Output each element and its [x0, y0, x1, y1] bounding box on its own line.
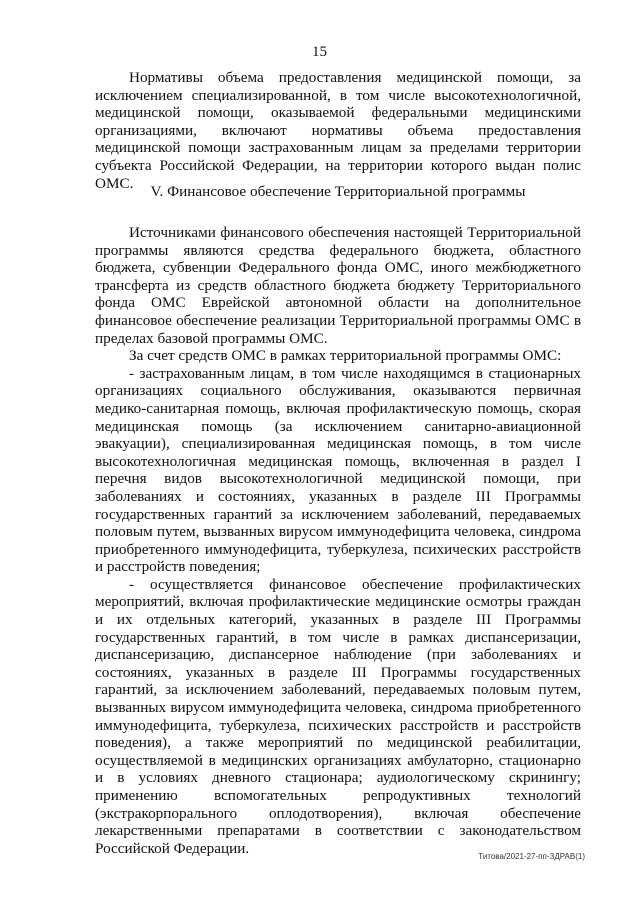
- section-heading: V. Финансовое обеспечение Территориальной программы: [150, 183, 526, 200]
- paragraph-sources: Источниками финансового обеспечения настоящей Территориальной программы являются средства федерального бюджета, областного бюджета, субвенции Федерального фонда ОМС, иного межбюджетного трансферта из средств областного бюджета бюджету Территориального фонда ОМС Еврейской автономной области на дополнительное финансовое обеспечение реализации Территориальной программы ОМС в пределах базовой программы ОМС.: [95, 224, 581, 347]
- page-number: 15: [312, 44, 327, 60]
- paragraph-norms: Нормативы объема предоставления медицинской помощи, за исключением специализированной, в том числе высокотехнологичной, медицинской помощи, оказываемой федеральными медицинскими организациями, включают нормативы объема предоставления медицинской помощи застрахованным лицам за пределами территории субъекта Российской Федерации, на территории которого выдан полис ОМС.: [95, 69, 581, 192]
- document-footer-code: Титова/2021-27-пп-ЗДРАВ(1): [478, 852, 585, 861]
- text-block-norms: [95, 69, 581, 192]
- paragraph-oms-intro: За счет средств ОМС в рамках территориальной программы ОМС:: [129, 347, 562, 365]
- list-item-preventive-measures: - осуществляется финансовое обеспечение профилактических мероприятий, включая профилактические медицинские осмотры граждан и их отдельных категорий, указанных в разделе III Программы государственных гарантий, в том числе в рамках диспансеризации, диспансеризацию, диспансерное наблюдение (при заболеваниях и состояниях, указанных в разделе III Программы государственных гарантий, за исключением заболеваний, передаваемых половым путем, вызванных вирусом иммунодефицита человека, синдрома приобретенного иммунодефицита, туберкулеза, психических расстройств и расстройств поведения), а также мероприятий по медицинской реабилитации, осуществляемой в медицинских организациях амбулаторно, стационарно и в условиях дневного стационара; аудиологическому скринингу; применению вспомогательных репродуктивных технологий (экстракорпорального оплодотворения), включая обеспечение лекарственными препаратами в соответствии с законодательством Российской Федерации.: [95, 575, 581, 857]
- list-item-insured-persons: - застрахованным лицам, в том числе находящимся в стационарных организациях социального обслуживания, оказываются первичная медико-санитарная помощь, включая профилактическую помощь, скорая медицинская помощь (за исключением санитарно-авиационной эвакуации), специализированная медицинская помощь, в том числе высокотехнологичная медицинская помощь, включенная в раздел I перечня видов высокотехнологичной медицинской помощи, при заболеваниях и состояниях, указанных в разделе III Программы государственных гарантий за исключением заболеваний, передаваемых половым путем, вызванных вирусом иммунодефицита человека, синдрома приобретенного иммунодефицита, туберкулеза, психических расстройств и расстройств поведения;: [95, 364, 581, 576]
- text-block-financing: [95, 224, 581, 857]
